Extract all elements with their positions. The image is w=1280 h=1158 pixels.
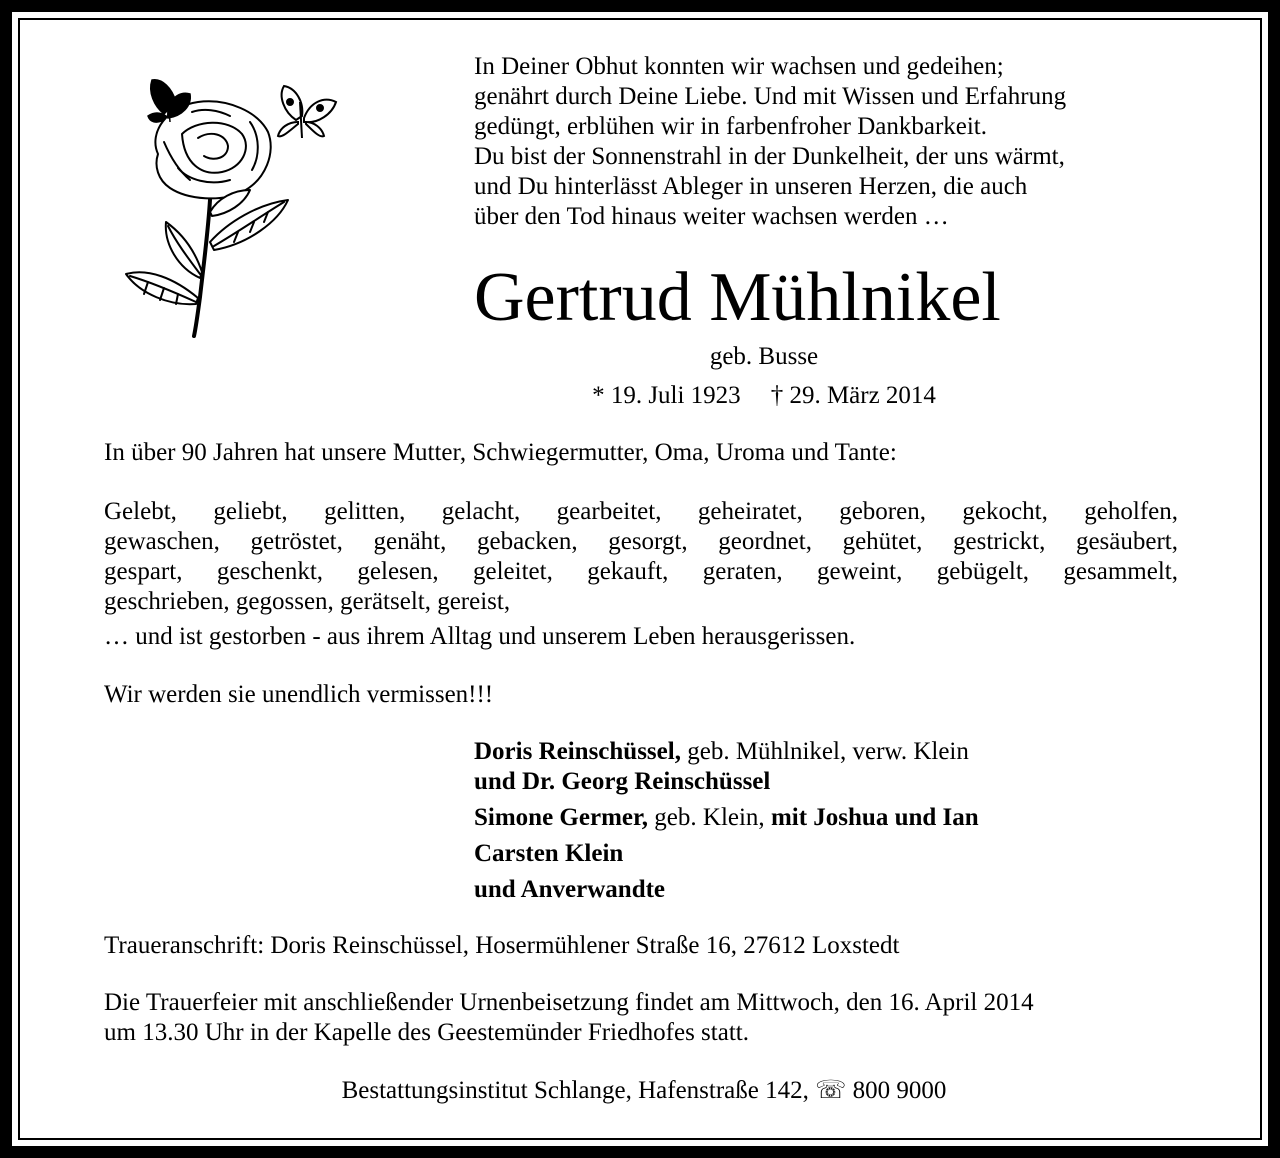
died-text: … und ist gestorben - aus ihrem Alltag und unserem Leben herausgerissen. xyxy=(104,623,856,650)
mourner-children: mit Joshua und Ian xyxy=(770,804,979,831)
mourner-detail: geb. Mühlnikel, verw. Klein xyxy=(680,738,969,765)
born-name: geb. Busse xyxy=(709,343,819,370)
poem-line: über den Tod hinaus weiter wachsen werden … xyxy=(474,203,949,230)
mourner-name: Simone Germer, xyxy=(474,804,649,831)
mourner-row xyxy=(474,875,1194,905)
mourner-row xyxy=(474,839,1194,869)
deceased-name: Gertrud Mühlnikel xyxy=(474,259,1001,336)
life-dates xyxy=(474,381,1054,411)
mourning-address: Traueranschrift: Doris Reinschüssel, Hosermühlener Straße 16, 27612 Loxstedt xyxy=(104,932,900,959)
verbs-line: Gelebt, geliebt, gelitten, gelacht, gearbeitet, geheiratet, geboren, gekocht, geholfen, xyxy=(104,498,1178,525)
poem-line: und Du hinterlässt Ableger in unseren Herzen, die auch xyxy=(474,173,1028,200)
mourner-row xyxy=(474,737,1194,767)
mourner-name: Doris Reinschüssel, xyxy=(474,738,681,765)
funeral-home: Bestattungsinstitut Schlange, Hafenstraße 142, ☏ 800 9000 xyxy=(341,1077,947,1104)
mourners-list xyxy=(474,737,1194,905)
mourner-detail: geb. Klein, xyxy=(648,804,771,831)
intro-text: In über 90 Jahren hat unsere Mutter, Schwiegermutter, Oma, Uroma und Tante: xyxy=(104,439,897,466)
birth-date: * 19. Juli 1923 xyxy=(592,382,741,409)
ceremony-line: Die Trauerfeier mit anschließender Urnenbeisetzung findet am Mittwoch, den 16. April 2014 xyxy=(104,989,1034,1016)
poem xyxy=(474,52,1194,232)
ceremony-line: um 13.30 Uhr in der Kapelle des Geestemünder Friedhofes statt. xyxy=(104,1019,749,1046)
mourner-name: Carsten Klein xyxy=(474,840,624,867)
ceremony-info xyxy=(104,988,1184,1048)
rose-with-butterflies-icon xyxy=(118,72,342,342)
poem-line: gedüngt, erblühen wir in farbenfroher Dankbarkeit. xyxy=(474,113,988,140)
poem-line: genährt durch Deine Liebe. Und mit Wissen und Erfahrung xyxy=(474,83,1067,110)
verbs-line: gespart, geschenkt, gelesen, geleitet, gekauft, geraten, geweint, gebügelt, gesammelt, xyxy=(104,558,1178,585)
miss-text: Wir werden sie unendlich vermissen!!! xyxy=(104,681,494,708)
mourner-row xyxy=(474,803,1194,833)
poem-line: In Deiner Obhut konnten wir wachsen und gedeihen; xyxy=(474,53,1004,80)
mourner-name: und Dr. Georg Reinschüssel xyxy=(474,768,771,795)
mourner-name: und Anverwandte xyxy=(474,876,666,903)
death-date: † 29. März 2014 xyxy=(770,382,936,409)
verbs-paragraph xyxy=(104,497,1178,617)
verbs-line: gewaschen, getröstet, genäht, gebacken, gesorgt, geordnet, gehütet, gestrickt, gesäubert, xyxy=(104,528,1178,555)
poem-line: Du bist der Sonnenstrahl in der Dunkelheit, der uns wärmt, xyxy=(474,143,1065,170)
mourner-row xyxy=(474,767,1194,797)
verbs-line: geschrieben, gegossen, gerätselt, gereist, xyxy=(104,588,511,615)
